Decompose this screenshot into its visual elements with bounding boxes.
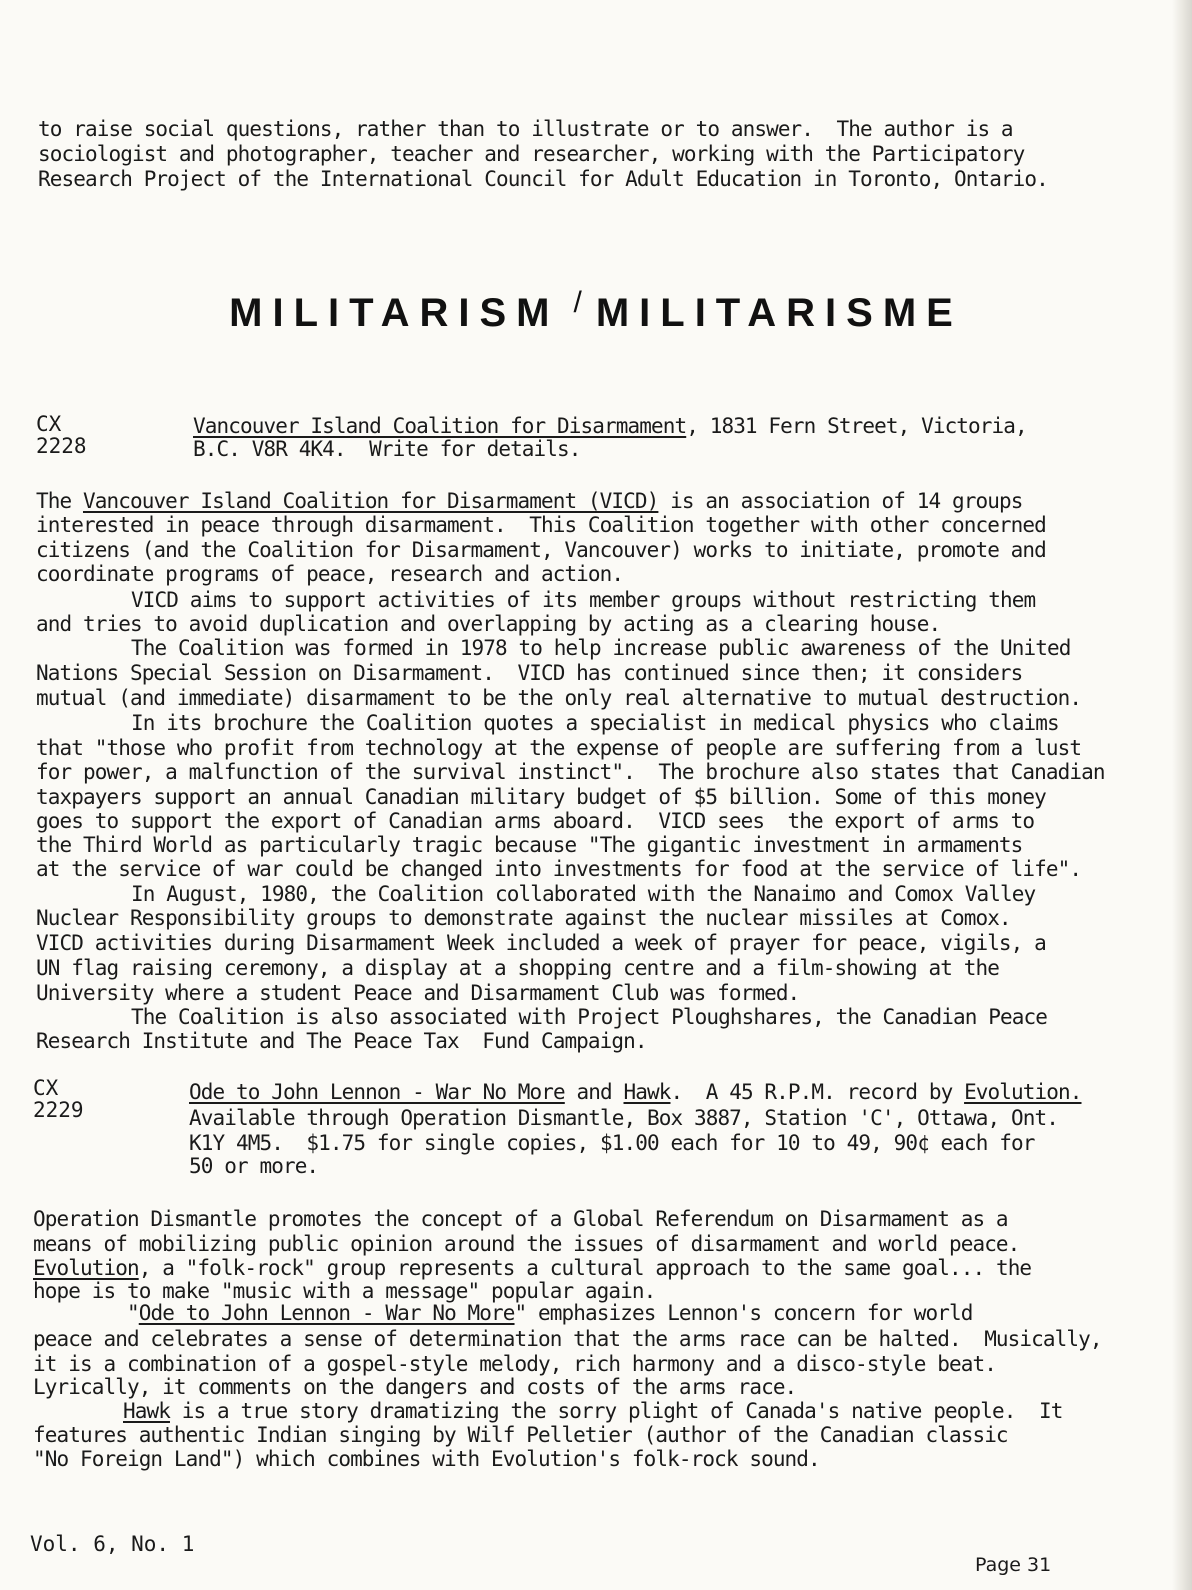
body-line: that "those who profit from technology at the expense of people are suffering from a lust bbox=[36, 736, 1082, 760]
body-line: at the service of war could be changed into investments for food at the service of life". bbox=[36, 857, 1082, 881]
body-line: University where a student Peace and Disarmament Club was formed. bbox=[36, 981, 800, 1005]
entry-header-line: 50 or more. bbox=[189, 1154, 319, 1178]
body-line: the Third World as particularly tragic because "The gigantic investment in armaments bbox=[36, 833, 1023, 857]
record-title-hawk: Hawk bbox=[623, 1080, 671, 1104]
intro-line: to raise social questions, rather than to illustrate or to answer. The author is a bbox=[38, 117, 1013, 141]
entry-header-line: B.C. V8R 4K4. Write for details. bbox=[193, 437, 581, 461]
volume-label: Vol. 6, No. 1 bbox=[30, 1532, 195, 1556]
catalog-code: CX 2229 bbox=[33, 1076, 84, 1122]
body-line: taxpayers support an annual Canadian military budget of $5 billion. Some of this money bbox=[36, 785, 1046, 809]
intro-line: sociologist and photographer, teacher and researcher, working with the Participatory bbox=[38, 142, 1025, 166]
entry-title: Vancouver Island Coalition for Disarmament bbox=[193, 414, 687, 438]
page-edge-shadow bbox=[1172, 0, 1192, 1590]
artist-name: Evolution. bbox=[964, 1080, 1082, 1104]
entry-header-line bbox=[193, 414, 1027, 438]
body-line: In August, 1980, the Coalition collaborated with the Nanaimo and Comox Valley bbox=[131, 882, 1036, 906]
body-line: features authentic Indian singing by Wilf Pelletier (author of the Canadian classic bbox=[33, 1423, 1008, 1447]
body-line: VICD activities during Disarmament Week included a week of prayer for peace, vigils, a bbox=[36, 931, 1046, 955]
body-line: The Vancouver Island Coalition for Disarmament (VICD) is an association of 14 groups bbox=[36, 489, 1023, 513]
heading-french: MILITARISME bbox=[595, 291, 963, 335]
section-heading bbox=[0, 286, 1192, 336]
body-line: interested in peace through disarmament. This Coalition together with other concerned bbox=[36, 513, 1046, 537]
entry-header-line: Ode to John Lennon - War No More and Hawk. A 45 R.P.M. record by Evolution. bbox=[189, 1080, 1082, 1104]
page-number: Page 31 bbox=[975, 1554, 1052, 1576]
entry-header-line: K1Y 4M5. $1.75 for single copies, $1.00 each for 10 to 49, 90¢ each for bbox=[189, 1131, 1035, 1155]
body-line: mutual (and immediate) disarmament to be the only real alternative to mutual destruction. bbox=[36, 686, 1082, 710]
org-name-underlined: Vancouver Island Coalition for Disarmament (VICD) bbox=[82, 489, 659, 513]
body-line: "No Foreign Land") which combines with Evolution's folk-rock sound. bbox=[33, 1447, 820, 1471]
body-line: In its brochure the Coalition quotes a specialist in medical physics who claims bbox=[131, 711, 1059, 735]
body-line: "Ode to John Lennon - War No More" emphasizes Lennon's concern for world bbox=[127, 1301, 973, 1325]
body-line: UN flag raising ceremony, a display at a shopping centre and a film-showing at the bbox=[36, 956, 999, 980]
body-line: Nuclear Responsibility groups to demonstrate against the nuclear missiles at Comox. bbox=[36, 906, 1011, 930]
body-line: peace and celebrates a sense of determination that the arms race can be halted. Musically, bbox=[33, 1327, 1102, 1351]
body-line: goes to support the export of Canadian arms aboard. VICD sees the export of arms to bbox=[36, 809, 1035, 833]
body-line: Evolution, a "folk-rock" group represents a cultural approach to the same goal... the bbox=[33, 1256, 1032, 1280]
body-line: means of mobilizing public opinion around the issues of disarmament and world peace. bbox=[33, 1232, 1020, 1256]
record-title-hawk: Hawk bbox=[123, 1399, 170, 1423]
body-line: and tries to avoid duplication and overlapping by acting as a clearing house. bbox=[36, 612, 941, 636]
catalog-code: CX 2228 bbox=[36, 412, 87, 458]
body-line: hope is to make "music with a message" popular again. bbox=[33, 1279, 656, 1303]
heading-slash: / bbox=[573, 286, 582, 319]
body-line: for power, a malfunction of the survival instinct". The brochure also states that Canadian bbox=[36, 760, 1105, 784]
record-title: Ode to John Lennon - War No More bbox=[189, 1080, 565, 1104]
body-line: Operation Dismantle promotes the concept of a Global Referendum on Disarmament as a bbox=[33, 1207, 1008, 1231]
body-line: citizens (and the Coalition for Disarmament, Vancouver) works to initiate, promote and bbox=[36, 538, 1046, 562]
entry-address: , 1831 Fern Street, Victoria, bbox=[686, 414, 1027, 438]
body-line: The Coalition was formed in 1978 to help increase public awareness of the United bbox=[131, 636, 1071, 660]
heading-english: MILITARISM bbox=[229, 291, 560, 335]
body-line: Nations Special Session on Disarmament. VICD has continued since then; it considers bbox=[36, 661, 1023, 685]
intro-line: Research Project of the International Council for Adult Education in Toronto, Ontario. bbox=[38, 167, 1048, 191]
body-line: Lyrically, it comments on the dangers and costs of the arms race. bbox=[33, 1375, 797, 1399]
body-line: coordinate programs of peace, research and action. bbox=[36, 562, 624, 586]
body-line: it is a combination of a gospel-style melody, rich harmony and a disco-style beat. bbox=[33, 1352, 996, 1376]
body-line: Research Institute and The Peace Tax Fund Campaign. bbox=[36, 1029, 647, 1053]
body-line: Hawk is a true story dramatizing the sorry plight of Canada's native people. It bbox=[123, 1399, 1063, 1423]
record-title: Ode to John Lennon - War No More bbox=[138, 1301, 515, 1325]
body-line: VICD aims to support activities of its member groups without restricting them bbox=[131, 588, 1036, 612]
entry-header-line: Available through Operation Dismantle, Box 3887, Station 'C', Ottawa, Ont. bbox=[189, 1106, 1058, 1130]
body-line: The Coalition is also associated with Project Ploughshares, the Canadian Peace bbox=[131, 1005, 1047, 1029]
artist-name: Evolution bbox=[33, 1256, 139, 1280]
